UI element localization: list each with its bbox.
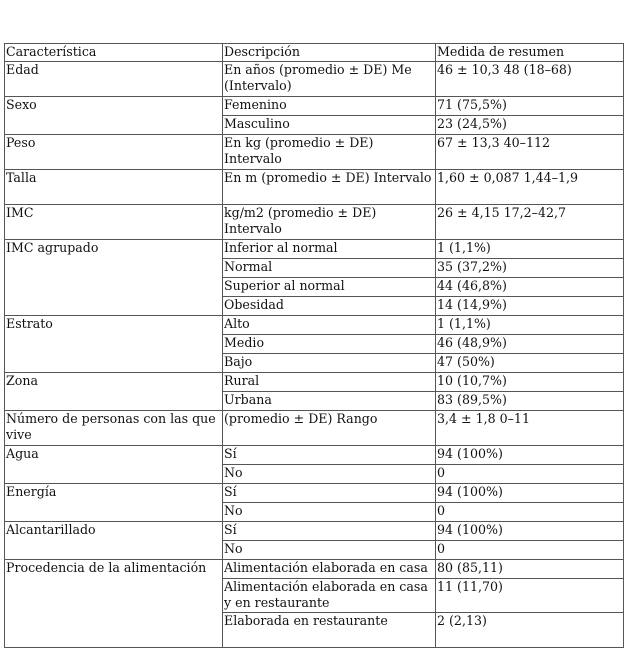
table-row [5,62,624,97]
description-cell: Bajo [223,354,436,373]
table-header-row [5,44,624,62]
summary-measure-cell: 46 ± 10,3 48 (18–68) [436,62,624,97]
header-summary-measure: Medida de resumen [436,44,624,62]
characteristic-cell: Energía [5,484,223,522]
characteristic-cell: Peso [5,135,223,170]
table-row [5,316,624,335]
summary-measure-cell: 35 (37,2%) [436,259,624,278]
characteristic-cell: Número de personas con las que vive [5,411,223,446]
description-cell: Normal [223,259,436,278]
characteristic-cell: Talla [5,170,223,205]
characteristic-cell: IMC [5,205,223,240]
summary-measure-cell: 0 [436,465,624,484]
table-row [5,560,624,579]
description-cell: Alimentación elaborada en casa y en restaurante [223,579,436,613]
characteristic-cell: IMC agrupado [5,240,223,316]
summary-measure-cell: 14 (14,9%) [436,297,624,316]
characteristic-cell: Zona [5,373,223,411]
summary-measure-cell: 67 ± 13,3 40–112 [436,135,624,170]
characteristic-cell: Alcantarillado [5,522,223,560]
summary-measure-cell: 1,60 ± 0,087 1,44–1,9 [436,170,624,205]
description-cell: Sí [223,522,436,541]
description-cell: Rural [223,373,436,392]
description-cell: Obesidad [223,297,436,316]
characteristic-cell: Estrato [5,316,223,373]
description-cell: Inferior al normal [223,240,436,259]
description-cell: No [223,465,436,484]
description-cell: En años (promedio ± DE) Me (Intervalo) [223,62,436,97]
characteristic-cell: Edad [5,62,223,97]
table-row [5,446,624,465]
summary-measure-cell: 94 (100%) [436,484,624,503]
description-cell: Sí [223,484,436,503]
description-cell: Alto [223,316,436,335]
summary-measure-cell: 94 (100%) [436,446,624,465]
description-cell: En m (promedio ± DE) Intervalo [223,170,436,205]
summary-measure-cell: 94 (100%) [436,522,624,541]
summary-measure-cell: 0 [436,541,624,560]
summary-measure-cell: 80 (85,11) [436,560,624,579]
description-cell: En kg (promedio ± DE) Intervalo [223,135,436,170]
summary-measure-cell: 11 (11,70) [436,579,624,613]
description-cell: Medio [223,335,436,354]
characteristic-cell: Procedencia de la alimentación [5,560,223,648]
table-row [5,240,624,259]
description-cell: Superior al normal [223,278,436,297]
summary-measure-cell: 10 (10,7%) [436,373,624,392]
summary-measure-cell: 46 (48,9%) [436,335,624,354]
description-cell: Elaborada en restaurante [223,613,436,648]
summary-measure-cell: 3,4 ± 1,8 0–11 [436,411,624,446]
description-cell: (promedio ± DE) Rango [223,411,436,446]
summary-measure-cell: 44 (46,8%) [436,278,624,297]
characteristic-cell: Agua [5,446,223,484]
summary-measure-cell: 47 (50%) [436,354,624,373]
table-body [5,44,624,648]
header-description: Descripción [223,44,436,62]
table-row [5,170,624,205]
table-row [5,97,624,116]
header-characteristic: Característica [5,44,223,62]
description-cell: Urbana [223,392,436,411]
table-row [5,411,624,446]
description-cell: Femenino [223,97,436,116]
summary-measure-cell: 1 (1,1%) [436,240,624,259]
description-cell: kg/m2 (promedio ± DE) Intervalo [223,205,436,240]
description-cell: Masculino [223,116,436,135]
table-row [5,484,624,503]
table-row [5,522,624,541]
description-cell: Alimentación elaborada en casa [223,560,436,579]
summary-measure-cell: 26 ± 4,15 17,2–42,7 [436,205,624,240]
description-cell: Sí [223,446,436,465]
summary-measure-cell: 2 (2,13) [436,613,624,648]
description-cell: No [223,503,436,522]
summary-measure-cell: 83 (89,5%) [436,392,624,411]
table-row [5,135,624,170]
table-row [5,205,624,240]
summary-measure-cell: 23 (24,5%) [436,116,624,135]
description-cell: No [223,541,436,560]
table-row [5,373,624,392]
characteristic-cell: Sexo [5,97,223,135]
summary-measure-cell: 0 [436,503,624,522]
summary-measure-cell: 71 (75,5%) [436,97,624,116]
characteristics-table [4,43,624,648]
summary-measure-cell: 1 (1,1%) [436,316,624,335]
